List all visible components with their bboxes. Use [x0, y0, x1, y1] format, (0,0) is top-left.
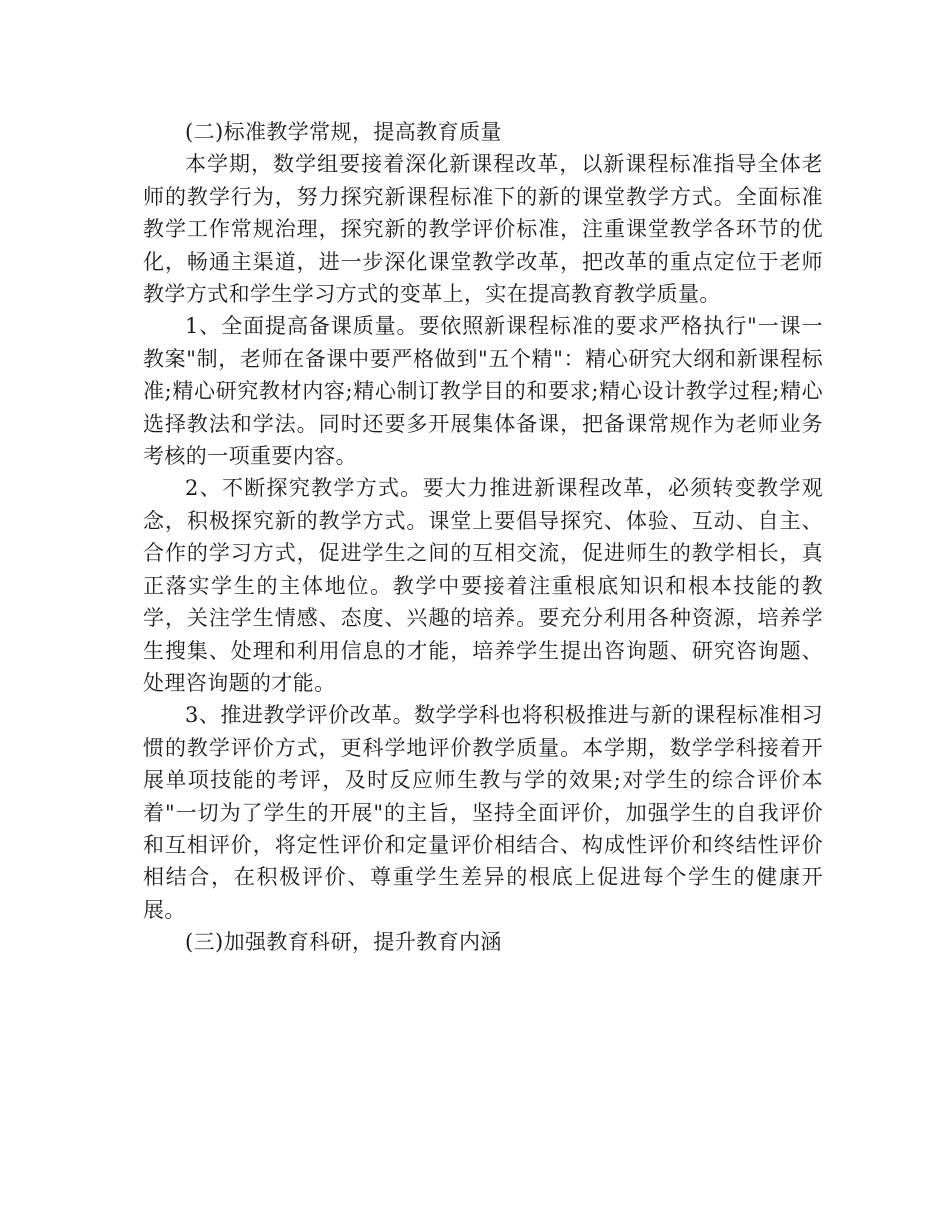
paragraph-intro: 本学期，数学组要接着深化新课程改革，以新课程标准指导全体老师的教学行为，努力探究新课程标准下的新的课堂教学方式。全面标准教学工作常规治理，探究新的教学评价标准，注重课堂教学各环节的优化，畅通主渠道，进一步深化课堂教学改革，把改革的重点定位于老师教学方式和学生学习方式的变革上，实在提高教育教学质量。	[143, 152, 823, 307]
document-page	[143, 116, 823, 959]
section-heading-3: (三)加强教育科研，提升教育内涵	[185, 930, 502, 955]
paragraph-item-3: 3、推进教学评价改革。数学学科也将积极推进与新的课程标准相习惯的教学评价方式，更科学地评价教学质量。本学期，数学学科接着开展单项技能的考评，及时反应师生教与学的效果;对学生的综合评价本着"一切为了学生的开展"的主旨，坚持全面评价，加强学生的自我评价和互相评价，将定性评价和定量评价相结合、构成性评价和终结性评价相结合，在积极评价、尊重学生差异的根底上促进每个学生的健康开展。	[143, 703, 823, 922]
paragraph-item-2: 2、不断探究教学方式。要大力推进新课程改革，必须转变教学观念，积极探究新的教学方式。课堂上要倡导探究、体验、互动、自主、合作的学习方式，促进学生之间的互相交流，促进师生的教学相长，真正落实学生的主体地位。教学中要接着注重根底知识和根本技能的教学，关注学生情感、态度、兴趣的培养。要充分利用各种资源，培养学生搜集、处理和利用信息的才能，培养学生提出咨询题、研究咨询题、处理咨询题的才能。	[143, 476, 823, 695]
section-heading-2: (二)标准教学常规，提高教育质量	[185, 120, 502, 144]
paragraph-item-1: 1、全面提高备课质量。要依照新课程标准的要求严格执行"一课一教案"制，老师在备课中要严格做到"五个精"：精心研究大纲和新课程标准;精心研究教材内容;精心制订教学目的和要求;精心设计教学过程;精心选择教法和学法。同时还要多开展集体备课，把备课常规作为老师业务考核的一项重要内容。	[143, 314, 823, 469]
